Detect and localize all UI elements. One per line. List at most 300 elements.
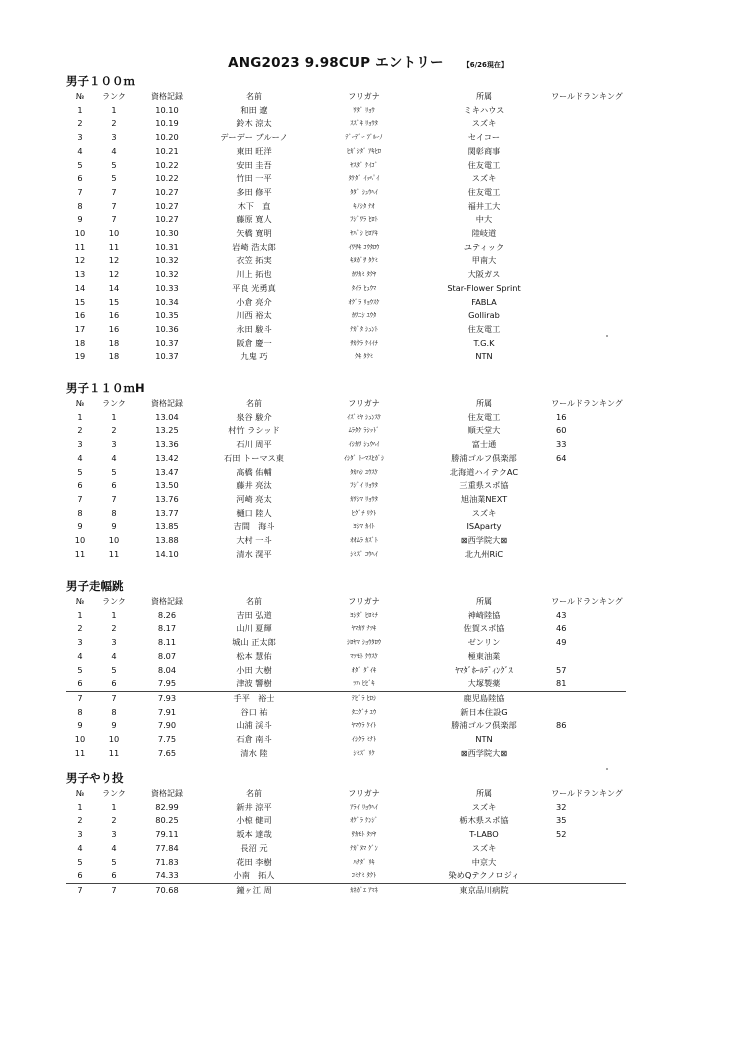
cell-record: 7.93 (157, 692, 177, 703)
cell-affiliation: 神崎陸協 (467, 609, 501, 620)
table-header-row (66, 90, 626, 104)
cell-furigana: ｼﾛﾔﾏ ｼｮｳﾀﾛｳ (347, 638, 381, 647)
cell-name: 山川 夏輝 (236, 623, 272, 634)
cell-name: 鈴木 涼太 (236, 118, 272, 129)
cell-world-ranking (548, 856, 626, 870)
table-row (66, 145, 626, 159)
column-header-name: 名前 (246, 597, 262, 606)
cell-name: 藤原 寛人 (236, 214, 272, 225)
cell-name: 永田 駿斗 (236, 323, 272, 334)
cell-furigana: ﾀﾆｸﾞﾁ ﾕｳ (351, 707, 377, 716)
cell-record: 10.32 (155, 269, 179, 280)
cell-name: 清水 滉平 (236, 548, 272, 559)
cell-affiliation: 勝浦ゴルフ倶楽部 (451, 720, 517, 731)
cell-world-ranking (548, 296, 626, 310)
table-row (66, 282, 626, 296)
cell-world-ranking: 64 (556, 452, 567, 463)
table-header-row (66, 595, 626, 609)
cell-no: 4 (77, 145, 83, 156)
cell-world-ranking: 35 (556, 815, 567, 826)
cell-world-ranking (548, 842, 626, 856)
table-row (66, 719, 626, 733)
table-row (66, 664, 626, 678)
cell-no: 11 (74, 241, 86, 252)
table-row (66, 842, 626, 856)
cell-furigana: ﾜﾀﾞ ﾘｮｳ (353, 105, 375, 114)
event-section (66, 770, 626, 898)
cell-world-ranking (548, 309, 626, 323)
cell-rank: 18 (108, 337, 120, 348)
cell-no: 1 (77, 801, 83, 812)
column-header-furigana: フリガナ (348, 597, 380, 606)
cell-rank: 2 (111, 623, 117, 634)
cell-affiliation: NTN (475, 734, 493, 745)
table-row (66, 350, 626, 364)
cell-record: 10.22 (155, 173, 179, 184)
cell-rank: 1 (111, 609, 117, 620)
cell-record: 80.25 (155, 815, 179, 826)
cell-no: 3 (77, 829, 83, 840)
column-header-name: 名前 (246, 399, 262, 408)
cell-world-ranking (548, 254, 626, 268)
cell-affiliation: ユティック (463, 241, 505, 252)
cell-furigana: ﾀﾀﾞ ｼｭｳﾍｲ (350, 187, 378, 196)
column-header-world-ranking: ワールドランキング (551, 92, 623, 101)
cell-record: 14.10 (155, 548, 179, 559)
table-row (66, 296, 626, 310)
cell-no: 2 (77, 118, 83, 129)
cell-no: 9 (77, 214, 83, 225)
table-row (66, 856, 626, 870)
cell-rank: 4 (111, 452, 117, 463)
table-row (66, 534, 626, 548)
cell-world-ranking (548, 213, 626, 227)
cell-affiliation: 旭油業NEXT (460, 493, 508, 504)
cell-affiliation: 東京品川病院 (459, 884, 509, 895)
cell-no: 13 (74, 269, 86, 280)
cell-rank: 2 (111, 815, 117, 826)
cell-rank: 5 (111, 466, 117, 477)
cell-name: 小椋 健司 (236, 815, 272, 826)
cell-name: 竹田 一平 (236, 173, 272, 184)
cell-record: 7.95 (134, 677, 200, 691)
cell-name: 小南 拓人 (200, 869, 308, 883)
event-section (66, 73, 626, 364)
cell-rank: 7 (111, 884, 117, 895)
cell-world-ranking: 60 (556, 425, 567, 436)
table-row (66, 691, 626, 705)
cell-rank: 4 (111, 650, 117, 661)
cell-record: 71.83 (155, 856, 179, 867)
cell-affiliation: 福井工大 (467, 200, 501, 211)
cell-record: 10.33 (155, 282, 179, 293)
cell-name: 和田 遼 (240, 104, 268, 115)
cell-record: 8.11 (157, 637, 177, 648)
cell-name: 樋口 陸人 (236, 507, 272, 518)
cell-record: 10.32 (155, 255, 179, 266)
cell-affiliation: T-LABO (469, 829, 499, 840)
cell-rank: 9 (111, 521, 117, 532)
cell-no: 8 (77, 200, 83, 211)
cell-rank: 7 (111, 692, 117, 703)
event-title: 男子１１０ｍH (66, 381, 145, 395)
cell-world-ranking: 52 (556, 829, 567, 840)
table-row (66, 677, 626, 691)
cell-no: 1 (77, 104, 83, 115)
cell-no: 4 (77, 452, 83, 463)
cell-world-ranking: 43 (556, 609, 567, 620)
column-header-no: № (75, 789, 85, 798)
cell-world-ranking (548, 466, 626, 480)
cell-name: 長沼 元 (240, 842, 268, 853)
stray-mark (606, 335, 608, 337)
table-row (66, 479, 626, 493)
column-header-rank: ランク (102, 789, 126, 798)
cell-no: 3 (77, 132, 83, 143)
cell-furigana: ﾑﾗﾀｹ ﾗｼｯﾄﾞ (348, 426, 380, 435)
cell-furigana: ｶﾜﾆｼ ﾕｳﾀ (351, 311, 377, 320)
cell-no: 2 (77, 425, 83, 436)
cell-furigana: ﾃﾋﾞﾗ ﾋﾛｼ (351, 693, 377, 702)
cell-furigana: ﾀｹﾀﾞ ｲｯﾍﾟｲ (348, 174, 380, 183)
cell-name: 津波 響樹 (200, 677, 308, 691)
cell-furigana: ｲｼﾀﾞ ﾄｰﾏｽﾋｶﾞｼ (343, 453, 385, 462)
cell-record: 10.34 (155, 296, 179, 307)
cell-furigana: ﾖｼﾏ ｶｲﾄ (353, 522, 375, 531)
cell-world-ranking (548, 186, 626, 200)
cell-no: 6 (77, 480, 83, 491)
cell-world-ranking (548, 227, 626, 241)
cell-no: 5 (77, 159, 83, 170)
cell-rank: 5 (111, 173, 117, 184)
cell-record: 13.36 (155, 439, 179, 450)
cell-record: 13.85 (155, 521, 179, 532)
cell-world-ranking (548, 241, 626, 255)
column-header-record: 資格記録 (151, 92, 183, 101)
cell-no: 5 (77, 856, 83, 867)
table-row (66, 828, 626, 842)
cell-record: 7.90 (157, 720, 177, 731)
cell-rank: 10 (108, 734, 120, 745)
table-row (66, 466, 626, 480)
cell-record: 13.25 (155, 425, 179, 436)
cell-name: 木下 直 (237, 200, 271, 211)
document-title: ANG2023 9.98CUP エントリー (228, 55, 444, 71)
as-of-date: 【6/26現在】 (462, 61, 508, 69)
cell-name: 新井 涼平 (236, 801, 272, 812)
cell-no: 7 (77, 884, 83, 895)
cell-world-ranking (548, 159, 626, 173)
cell-rank: 8 (111, 706, 117, 717)
event-title: 男子走幅跳 (66, 579, 124, 593)
column-header-rank: ランク (102, 597, 126, 606)
cell-furigana: ﾋｸﾞﾁ ﾘｸﾄ (351, 508, 377, 517)
cell-rank: 3 (111, 637, 117, 648)
cell-affiliation: セイコー (467, 132, 501, 143)
cell-name: 川西 裕太 (236, 310, 272, 321)
cell-furigana: ｷﾇｶﾞｻ ﾀｸﾐ (350, 256, 378, 265)
table-row (66, 131, 626, 145)
cell-name: 藤井 亮汰 (236, 480, 272, 491)
stray-mark (606, 768, 608, 770)
cell-affiliation: スズキ (471, 173, 497, 184)
cell-name: 城山 正太郎 (232, 637, 276, 648)
event-section (66, 380, 626, 561)
cell-world-ranking (548, 650, 626, 664)
cell-no: 6 (66, 677, 94, 691)
cell-no: 10 (74, 535, 86, 546)
cell-rank: 1 (111, 411, 117, 422)
cell-world-ranking (548, 172, 626, 186)
cell-name: 東田 旺洋 (236, 145, 272, 156)
cell-record: 8.17 (157, 623, 177, 634)
cell-no: 16 (74, 310, 86, 321)
table-row (66, 309, 626, 323)
table-row (66, 254, 626, 268)
cell-rank: 5 (111, 159, 117, 170)
cell-furigana: ﾊﾅﾀﾞ ﾘｷ (353, 857, 375, 866)
cell-rank: 7 (111, 186, 117, 197)
cell-no: 7 (77, 692, 83, 703)
cell-rank: 11 (108, 548, 120, 559)
cell-furigana: ｷﾉｼﾀ ﾅｵ (353, 201, 375, 210)
cell-rank: 8 (111, 507, 117, 518)
cell-no: 7 (77, 493, 83, 504)
table-row (66, 172, 626, 186)
cell-name: 鐘ヶ江 周 (236, 884, 272, 895)
table-row (66, 117, 626, 131)
cell-world-ranking: 57 (556, 664, 567, 675)
cell-world-ranking: 86 (556, 720, 567, 731)
cell-record: 10.20 (155, 132, 179, 143)
cell-world-ranking: 33 (556, 439, 567, 450)
cell-record: 13.76 (155, 493, 179, 504)
cell-no: 8 (77, 507, 83, 518)
table-row (66, 814, 626, 828)
cell-affiliation: Gollirab (468, 310, 500, 321)
cell-record: 13.04 (155, 411, 179, 422)
cell-name: 手平 裕士 (233, 692, 275, 703)
cell-record: 10.30 (155, 228, 179, 239)
cell-no: 3 (77, 637, 83, 648)
cell-world-ranking: 81 (548, 677, 626, 691)
cell-world-ranking: 46 (556, 623, 567, 634)
cell-record: 10.35 (155, 310, 179, 321)
cell-rank: 10 (108, 228, 120, 239)
cell-record: 13.42 (155, 452, 179, 463)
table-row (66, 337, 626, 351)
cell-rank: 6 (94, 677, 134, 691)
cell-name: 吉間 海斗 (233, 521, 275, 532)
cell-furigana: ｻｶﾓﾄ ﾀﾂﾔ (351, 830, 377, 839)
cell-world-ranking: 16 (556, 411, 567, 422)
cell-record: 10.22 (155, 159, 179, 170)
cell-furigana: ｺﾐﾅﾐ ﾀｸﾄ (308, 869, 420, 883)
cell-world-ranking (548, 282, 626, 296)
cell-furigana: ﾔﾊﾞｼ ﾋﾛｱｷ (350, 229, 378, 238)
table-row (66, 636, 626, 650)
cell-world-ranking (548, 706, 626, 720)
table-row (66, 733, 626, 747)
cell-world-ranking (548, 268, 626, 282)
cell-no: 2 (77, 623, 83, 634)
cell-name: 多田 修平 (236, 186, 272, 197)
cell-affiliation: スズキ (471, 842, 497, 853)
cell-furigana: ｵﾀﾞ ﾀﾞｲｷ (351, 665, 377, 674)
cell-no: 11 (74, 747, 86, 758)
cell-record: 10.27 (155, 214, 179, 225)
cell-name: 阪倉 慶一 (236, 337, 272, 348)
column-header-affiliation: 所属 (476, 92, 492, 101)
cell-affiliation: 佐賀スポ協 (463, 623, 505, 634)
cell-world-ranking (548, 883, 626, 897)
cell-affiliation: ⊠西学院大⊠ (460, 747, 508, 758)
cell-world-ranking (548, 493, 626, 507)
table-row (66, 622, 626, 636)
cell-furigana: ｶﾜｼﾏ ﾘｮｳﾀ (350, 494, 378, 503)
table-row (66, 869, 626, 883)
cell-affiliation: ゼンリン (467, 637, 501, 648)
table-row (66, 883, 626, 897)
cell-record: 10.27 (155, 200, 179, 211)
cell-world-ranking: 49 (556, 637, 567, 648)
cell-rank: 4 (111, 842, 117, 853)
column-header-record: 資格記録 (151, 399, 183, 408)
cell-record: 10.37 (155, 351, 179, 362)
cell-furigana: ｽｽﾞｷ ﾘｮｳﾀ (350, 119, 378, 128)
cell-name: 松本 慧佑 (236, 650, 272, 661)
cell-affiliation: ミキハウス (463, 104, 505, 115)
cell-rank: 11 (108, 747, 120, 758)
cell-world-ranking (548, 131, 626, 145)
entry-table (66, 397, 626, 561)
cell-record: 74.33 (134, 869, 200, 883)
cell-record: 13.47 (155, 466, 179, 477)
cell-furigana: ｸｷ ﾀｸﾐ (354, 352, 373, 361)
entry-table (66, 595, 626, 760)
cell-no: 8 (77, 706, 83, 717)
cell-record: 13.88 (155, 535, 179, 546)
cell-furigana: ｵｸﾞﾗ ﾘｮｳｽｹ (348, 297, 380, 306)
cell-no: 1 (77, 609, 83, 620)
cell-furigana: ｲﾜｻｷ ｺｳﾀﾛｳ (348, 242, 380, 251)
cell-world-ranking (548, 145, 626, 159)
column-header-affiliation: 所属 (476, 399, 492, 408)
cell-name: 矢橋 寛明 (236, 228, 272, 239)
table-row (66, 186, 626, 200)
cell-record: 79.11 (155, 829, 179, 840)
cell-furigana: ｱﾗｲ ﾘｮｳﾍｲ (350, 802, 378, 811)
cell-record: 7.75 (157, 734, 177, 745)
table-row (66, 747, 626, 761)
cell-affiliation: 北九州RiC (464, 548, 504, 559)
cell-world-ranking (548, 337, 626, 351)
cell-furigana: ﾏﾂﾓﾄ ｹｳｽｹ (350, 651, 378, 660)
cell-affiliation: 染めQテクノロジィ (420, 869, 548, 883)
cell-record: 77.84 (155, 842, 179, 853)
event-title: 男子やり投 (66, 771, 124, 785)
cell-name: 衣笠 拓実 (236, 255, 272, 266)
cell-rank: 5 (111, 664, 117, 675)
table-header-row (66, 397, 626, 411)
table-row (66, 520, 626, 534)
column-header-affiliation: 所属 (476, 597, 492, 606)
cell-record: 7.65 (157, 747, 177, 758)
cell-name: 谷口 祐 (240, 706, 268, 717)
cell-name: 髙橋 佑輔 (236, 466, 272, 477)
column-header-name: 名前 (246, 789, 262, 798)
cell-name: 岩崎 浩太郎 (232, 241, 276, 252)
cell-affiliation: 陸岐道 (471, 228, 497, 239)
cell-no: 10 (74, 734, 86, 745)
table-row (66, 268, 626, 282)
column-header-record: 資格記録 (151, 789, 183, 798)
cell-affiliation: T.G.K (473, 337, 495, 348)
cell-world-ranking (548, 520, 626, 534)
cell-no: 5 (77, 466, 83, 477)
cell-rank: 1 (111, 104, 117, 115)
cell-world-ranking (548, 747, 626, 761)
table-row (66, 801, 626, 815)
cell-no: 4 (77, 842, 83, 853)
column-header-rank: ランク (102, 92, 126, 101)
cell-rank: 2 (111, 425, 117, 436)
table-row (66, 241, 626, 255)
cell-affiliation: ⊠西学院大⊠ (460, 535, 508, 546)
cell-rank: 16 (108, 323, 120, 334)
cell-record: 7.91 (157, 706, 177, 717)
cell-world-ranking (548, 733, 626, 747)
column-header-furigana: フリガナ (348, 92, 380, 101)
cell-furigana: ﾋｶﾞｼﾀﾞ ｱｷﾋﾛ (347, 146, 381, 155)
cell-affiliation: 住友電工 (467, 411, 501, 422)
cell-affiliation: 北海道ハイテクAC (449, 466, 519, 477)
cell-rank: 12 (108, 269, 120, 280)
cell-name: 花田 李樹 (236, 856, 272, 867)
cell-rank: 6 (94, 869, 134, 883)
cell-record: 10.36 (155, 323, 179, 334)
column-header-world-ranking: ワールドランキング (551, 399, 623, 408)
column-header-furigana: フリガナ (348, 399, 380, 408)
cell-world-ranking (548, 691, 626, 705)
column-header-rank: ランク (102, 399, 126, 408)
cell-affiliation: NTN (475, 351, 493, 362)
cell-world-ranking (548, 117, 626, 131)
cell-name: 小田 大樹 (236, 664, 272, 675)
cell-rank: 11 (108, 241, 120, 252)
cell-rank: 18 (108, 351, 120, 362)
cell-furigana: ﾖｼﾀﾞ ﾋﾛﾐﾁ (350, 610, 378, 619)
cell-furigana: ﾔｽﾀﾞ ｹｲｺﾞ (350, 160, 378, 169)
cell-furigana: ﾅｶﾞﾀ ｼｭﾝﾄ (350, 324, 378, 333)
cell-no: 9 (77, 521, 83, 532)
cell-rank: 15 (108, 296, 120, 307)
table-row (66, 507, 626, 521)
column-header-affiliation: 所属 (476, 789, 492, 798)
cell-affiliation: 大塚製薬 (420, 677, 548, 691)
cell-record: 10.27 (155, 186, 179, 197)
column-header-world-ranking: ワールドランキング (551, 789, 623, 798)
column-header-no: № (75, 597, 85, 606)
table-row (66, 104, 626, 118)
cell-name: デーデー ブルーノ (220, 132, 288, 143)
cell-affiliation: 中京大 (471, 856, 497, 867)
cell-name: 小倉 亮介 (236, 296, 272, 307)
cell-no: 3 (77, 439, 83, 450)
cell-rank: 14 (108, 282, 120, 293)
cell-rank: 4 (111, 145, 117, 156)
cell-name: 大村 一斗 (236, 535, 272, 546)
